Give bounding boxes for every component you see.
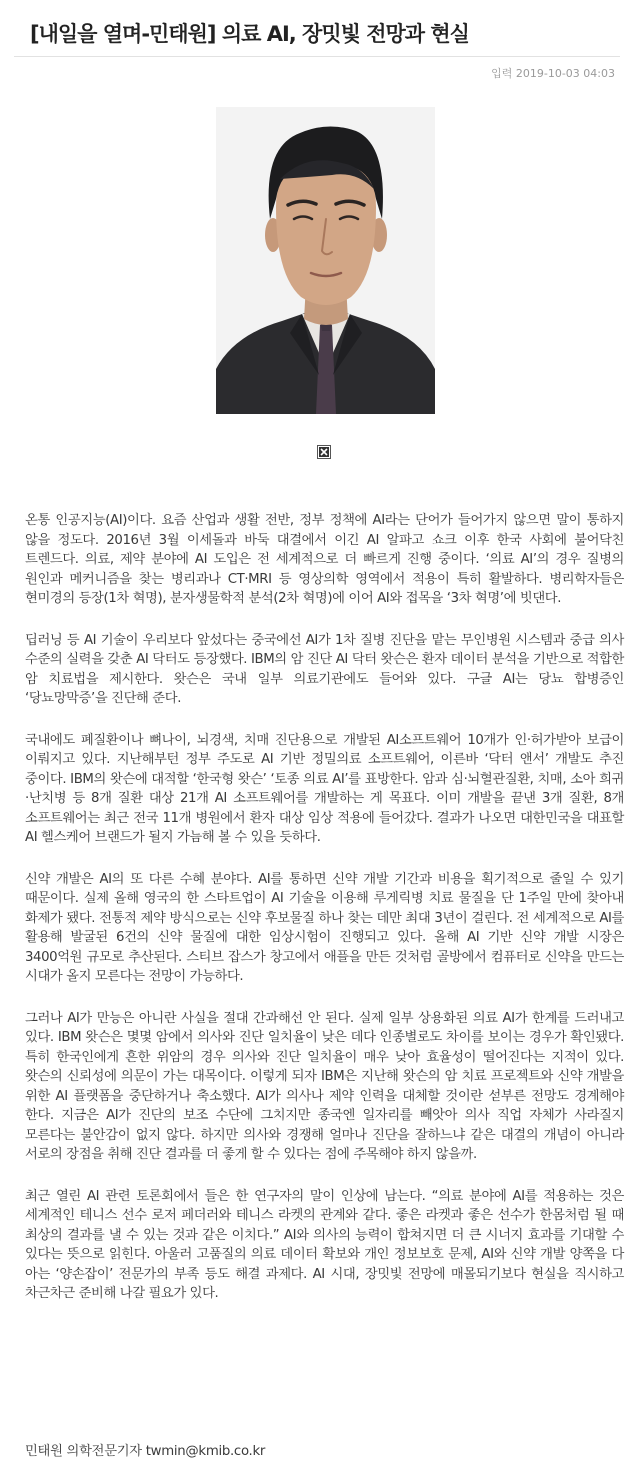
article-paragraph: 딥러닝 등 AI 기술이 우리보다 앞섰다는 중국에선 AI가 1차 질병 진단을 맡는 무인병원 시스템과 중급 의사 수준의 실력을 갖춘 AI 닥터도 등장했다. IBM의 암 진단 AI 닥터 왓슨은 환자 데이터 분석을 기반으로 적합한 암 치료법을 제시한다. 왓슨은 국내 일부 의료기관에도 들어와 있다. 구글 AI는 당뇨 합병증인 ‘당뇨망막증’을 진단해 준다. (25, 632, 624, 706)
author-byline: 민태원 의학전문기자 twmin@kmib.co.kr (25, 1444, 266, 1459)
article-title: [내일을 열며-민태원] 의료 AI, 장밋빛 전망과 현실 (30, 22, 469, 46)
article-paragraph: 국내에도 폐질환이나 뼈나이, 뇌경색, 치매 진단용으로 개발된 AI소프트웨어 10개가 인·허가받아 보급이 이뤄지고 있다. 지난해부턴 정부 주도로 AI 기반 정밀의료 소프트웨어, 이른바 ‘닥터 앤서’ 개발도 추진 중이다. IBM의 왓슨에 대적할 ‘한국형 왓슨’ ‘토종 의료 AI’를 표방한다. 암과 심·뇌혈관질환, 치매, 소아 희귀·난치병 등 8개 질환 대상 21개 AI 소프트웨어를 개발하는 게 목표다. 이미 개발을 끝낸 3개 질환, 8개 소프트웨어는 최근 전국 11개 병원에서 환자 대상 임상 적용에 들어갔다. 결과가 나오면 대한민국을 대표할 AI 헬스케어 브랜드가 될지 가늠해 볼 수 있을 듯하다. (25, 732, 624, 845)
article-paragraph: 온통 인공지능(AI)이다. 요즘 산업과 생활 전반, 정부 정책에 AI라는 단어가 들어가지 않으면 말이 통하지 않을 정도다. 2016년 3월 이세돌과 바둑 대결에서 이긴 AI 알파고 쇼크 이후 한국 사회에 불어닥친 트렌드다. 의료, 제약 분야에 AI 도입은 전 세계적으로 더 빠르게 진행 중이다. ‘의료 AI’의 경우 질병의 원인과 메커니즘을 찾는 병리과나 CT·MRI 등 영상의학 영역에서 적용이 특히 활발하다. 병리학자들은 현미경의 등장(1차 혁명), 분자생물학적 분석(2차 혁명)에 이어 AI와 접목을 ‘3차 혁명’에 빗댄다. (25, 513, 624, 606)
article-paragraph: 신약 개발은 AI의 또 다른 수혜 분야다. AI를 통하면 신약 개발 기간과 비용을 획기적으로 줄일 수 있기 때문이다. 실제 올해 영국의 한 스타트업이 AI 기술을 이용해 루게릭병 치료 물질을 단 1주일 만에 찾아내 화제가 됐다. 전통적 제약 방식으로는 신약 후보물질 하나 찾는 데만 최대 3년이 걸린다. 전 세계적으로 AI를 활용해 발굴된 6건의 신약 물질에 대한 임상시험이 진행되고 있다. 올해 AI 기반 신약 개발 시장은 3400억원 규모로 추산된다. 스티브 잡스가 창고에서 애플을 만든 것처럼 골방에서 컴퓨터로 신약을 만드는 시대가 올지 모른다는 전망이 가능하다. (25, 871, 624, 984)
article-body (25, 511, 624, 1326)
article-paragraph: 그러나 AI가 만능은 아니란 사실을 절대 간과해선 안 된다. 실제 일부 상용화된 의료 AI가 한계를 드러내고 있다. IBM 왓슨은 몇몇 암에서 의사와 진단 일치율이 낮은 데다 인종별로도 차이를 보이는 경우가 확인됐다. 특히 한국인에게 흔한 위암의 경우 의사와 진단 일치율이 매우 낮아 효율성이 떨어진다는 지적이 있다. 왓슨의 신뢰성에 의문이 가는 대목이다. 이렇게 되자 IBM은 지난해 왓슨의 암 치료 프로젝트와 신약 개발을 위한 AI 플랫폼을 중단하거나 축소했다. AI가 의사나 제약 인력을 대체할 것이란 섣부른 전망도 경계해야 한다. 지금은 AI가 진단의 보조 수단에 그치지만 종국엔 일자리를 빼앗아 의사 직업 자체가 사라질지 모른다는 불안감이 없지 않다. 하지만 의사와 경쟁해 얼마나 진단을 잘하느냐 같은 대결의 개념이 아니라 서로의 장점을 취해 진단 결과를 더 좋게 할 수 있다는 점에 주목해야 하지 않을까. (25, 1010, 624, 1162)
columnist-portrait (216, 107, 435, 414)
title-divider (14, 56, 620, 57)
publish-date: 입력 2019-10-03 04:03 (491, 67, 615, 80)
broken-image-icon (317, 445, 331, 459)
article-paragraph: 최근 열린 AI 관련 토론회에서 들은 한 연구자의 말이 인상에 남는다. “의료 분야에 AI를 적용하는 것은 세계적인 테니스 선수 로저 페더러와 테니스 라켓의 관계와 같다. 좋은 라켓과 좋은 선수가 한몸처럼 될 때 최상의 결과를 낼 수 있는 것과 같은 이치다.” AI와 의사의 능력이 합쳐지면 더 큰 시너지 효과를 기대할 수 있다는 뜻으로 읽힌다. 아울러 고품질의 의료 데이터 확보와 개인 정보보호 문제, AI와 신약 개발 양쪽을 다 아는 ‘양손잡이’ 전문가의 부족 등도 해결 과제다. AI 시대, 장밋빛 전망에 매몰되기보다 현실을 직시하고 차근차근 준비해 나갈 필요가 있다. (25, 1188, 624, 1301)
